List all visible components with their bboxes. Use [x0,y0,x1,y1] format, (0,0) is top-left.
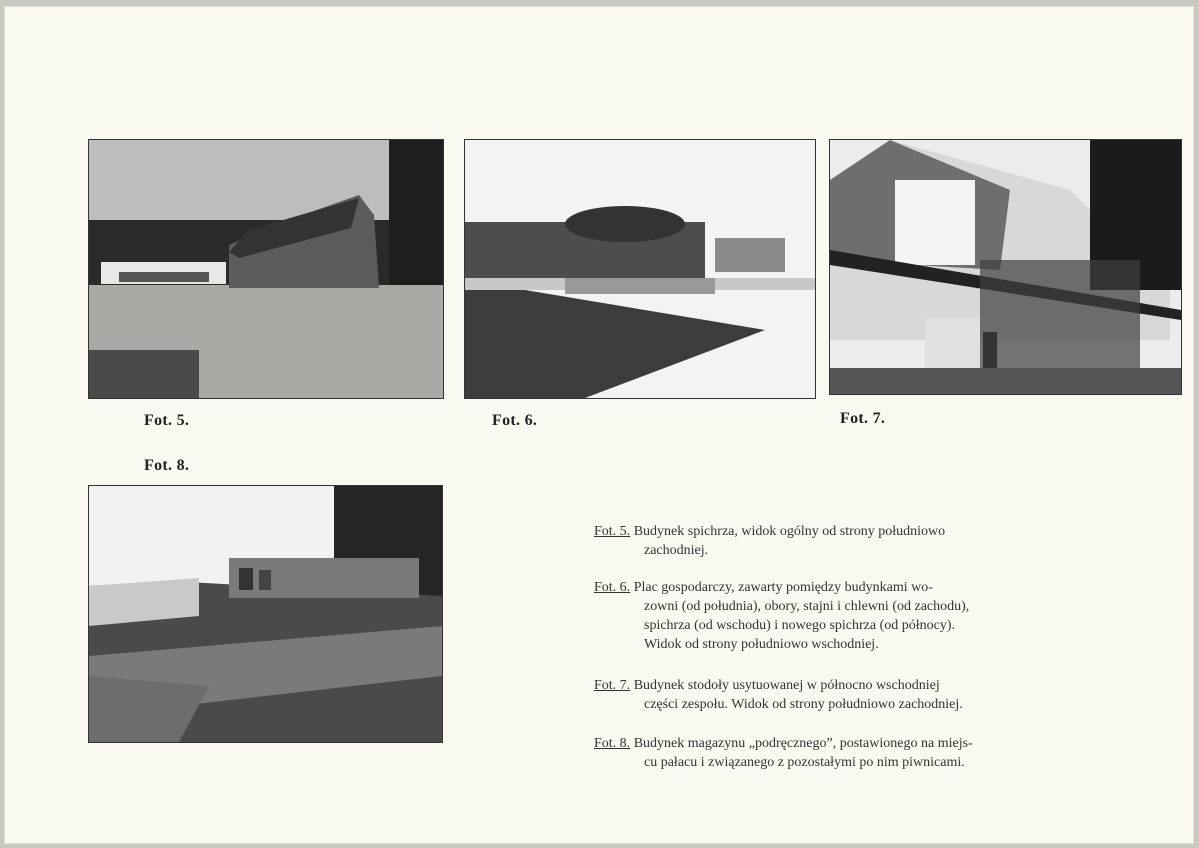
caption-text: Plac gospodarczy, zawarty pomiędzy budynkami wo- [633,580,933,595]
caption-text: Widok od strony południowo wschodniej. [644,637,879,652]
photo-8-image [89,486,442,742]
caption-text: zachodniej. [644,543,709,558]
caption-number: Fot. 8. [594,736,631,751]
caption-text: Budynek stodoły usytuowanej w północno wschodniej [633,678,940,693]
caption-text: Budynek spichrza, widok ogólny od strony południowo [633,524,946,539]
caption-text: cu pałacu i związanego z pozostałymi po nim piwnicami. [644,755,965,770]
caption-fot-6 [594,578,1064,654]
photo-7 [829,139,1182,395]
photo-8 [88,485,443,743]
caption-text: części zespołu. Widok od strony południowo zachodniej. [644,697,963,712]
caption-fot-7 [594,676,1064,714]
photo-7-label: Fot. 7. [840,410,886,427]
caption-fot-8 [594,734,1064,772]
document-page [4,6,1194,844]
caption-number: Fot. 7. [594,678,631,693]
photo-6 [464,139,816,399]
photo-6-label: Fot. 6. [492,412,538,429]
caption-number: Fot. 5. [594,524,631,539]
caption-number: Fot. 6. [594,580,631,595]
photo-8-label: Fot. 8. [144,457,190,474]
photo-5-image [89,140,443,398]
caption-text: Budynek magazynu „podręcznego”, postawionego na miejs- [633,736,973,751]
photo-6-image [465,140,815,398]
photo-7-image [830,140,1181,394]
caption-text: spichrza (od wschodu) i nowego spichrza (od północy). [644,618,956,633]
caption-fot-5 [594,522,1064,560]
caption-text: zowni (od południa), obory, stajni i chlewni (od zachodu), [644,599,970,614]
photo-5 [88,139,444,399]
photo-5-label: Fot. 5. [144,412,190,429]
